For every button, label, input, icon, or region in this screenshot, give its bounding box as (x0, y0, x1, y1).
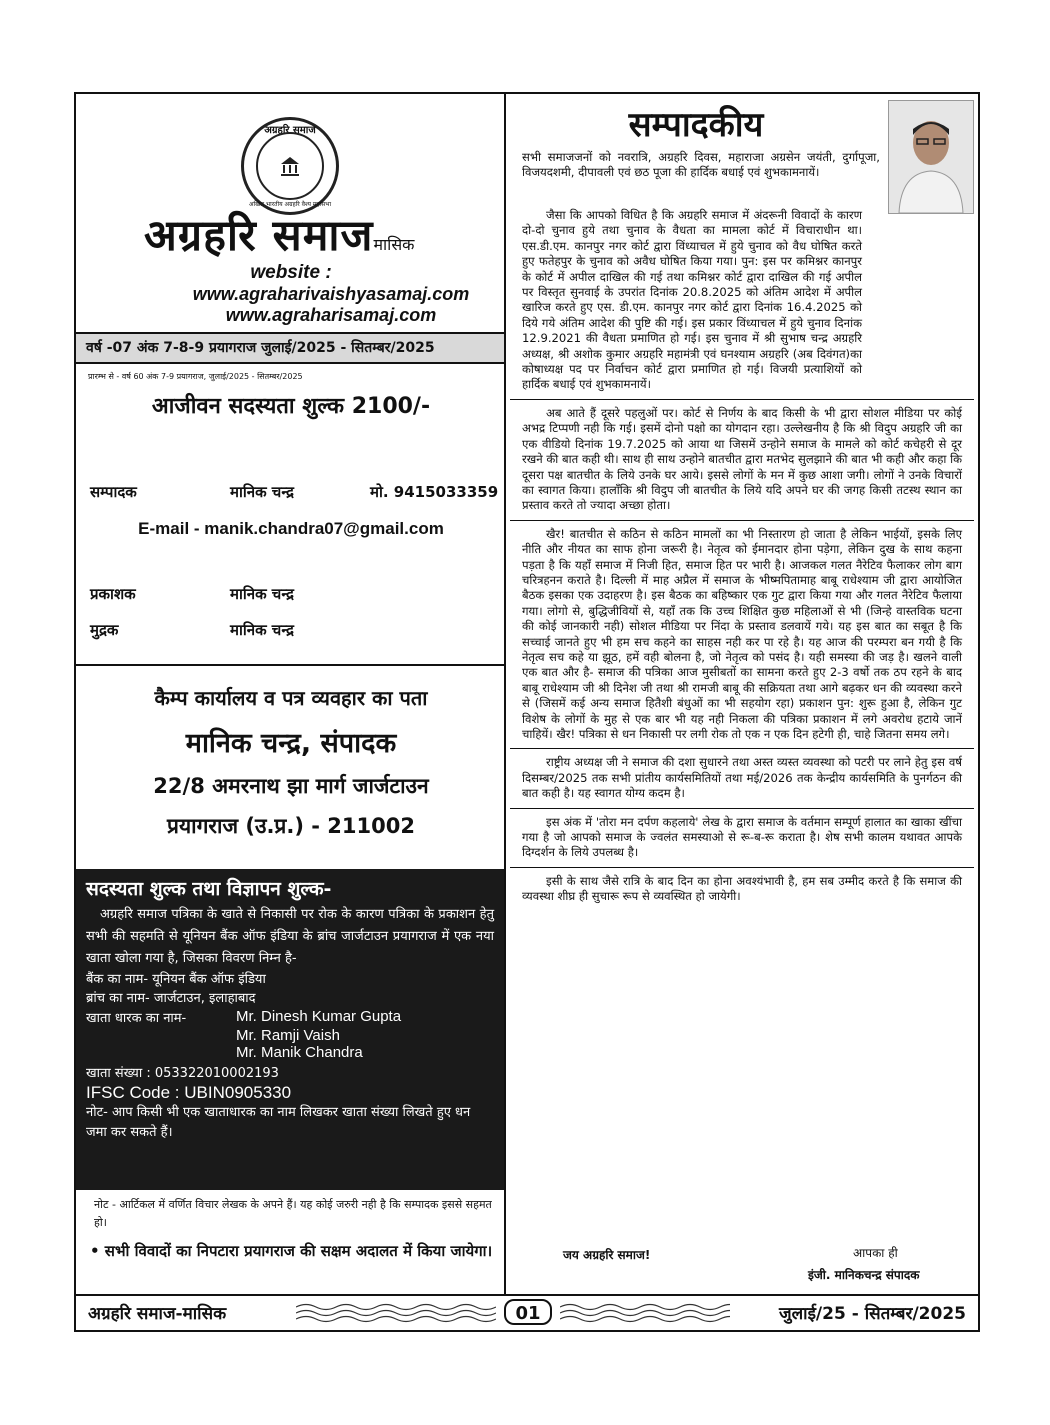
subscription-box (76, 869, 504, 1190)
editorial-title: सम्पादकीय (628, 105, 764, 145)
divider (510, 520, 974, 521)
page-footer (76, 1294, 978, 1330)
lifetime-fee: आजीवन सदस्यता शुल्क 2100/- (151, 394, 431, 419)
editor-name: मानिक चन्द्र (230, 483, 294, 501)
magazine-frequency: मासिक (373, 235, 415, 254)
editor-email[interactable]: E-mail - manik.chandra07@gmail.com (138, 519, 444, 538)
account-holders (86, 1008, 494, 1064)
editor-photo (888, 100, 974, 214)
holder-name: Mr. Ramji Vaish (236, 1027, 340, 1044)
publisher-name: मानिक चन्द्र (230, 585, 294, 603)
printer-row (90, 620, 294, 640)
paragraph: सभी समाजजनों को नवरात्रि, अग्रहरि दिवस, महाराजा अग्रसेन जयंती, दुर्गापूजा, विजयदशमी, दीपावली एवं छठ पूजा की हार्दिक बधाई एवं शुभकामनायें। (522, 150, 880, 180)
editor-label: सम्पादक (90, 483, 137, 501)
address-name: मानिक चन्द्र, संपादक (185, 728, 397, 759)
footer-magazine-name: अग्रहरि समाज-मासिक (88, 1304, 227, 1324)
divider (510, 808, 974, 809)
website-link-2[interactable]: www.agraharisamaj.com (225, 305, 437, 325)
paragraph: इसी के साथ जैसे रात्रि के बाद दिन का होना अवश्यंभावी है, हम सब उम्मीद करते है कि समाज की व्यवस्था शीघ्र ही सुचारू रूप से व्यवस्थित हो जायेगी। (522, 873, 962, 904)
since-line: प्रारम्भ से - वर्ष 60 अंक 7-9 प्रयागराज, जुलाई/2025 - सितम्बर/2025 (88, 372, 303, 381)
closing-slogan: जय अग्रहरि समाज! (563, 1248, 651, 1262)
jurisdiction-note: • सभी विवादों का निपटारा प्रयागराज की सक्षम अदालत में किया जायेगा। (90, 1242, 493, 1260)
divider (76, 664, 504, 666)
footer-issue-date: जुलाई/25 - सितम्बर/2025 (779, 1304, 966, 1324)
address-block (76, 684, 506, 840)
website-link-1[interactable]: www.agraharivaishyasamaj.com (192, 284, 470, 304)
editor-row (90, 482, 498, 502)
deposit-note: नोट- आप किसी भी एक खाताधारक का नाम लिखकर खाता संख्या लिखते हुए धन जमा कर सकते हैं। (86, 1105, 471, 1140)
page-number: 01 (504, 1299, 552, 1325)
publisher-label: प्रकाशक (90, 585, 136, 603)
holder-name: Mr. Manik Chandra (236, 1044, 363, 1061)
left-column (76, 94, 506, 1294)
wave-ornament-icon (296, 1302, 496, 1324)
disclaimer: नोट - आर्टिकल में वर्णित विचार लेखक के अपने हैं। यह कोई जरुरी नही है कि सम्पादक इससे सहमत हो। (94, 1198, 492, 1229)
paragraph: जैसा कि आपको विधित है कि अग्रहरि समाज में अंदरूनी विवादों के कारण दो-दो चुनाव हुये तथा चुनाव के वैधता का मामला कोर्ट में विचाराधीन था। एस.डी.एम. कानपुर नगर कोर्ट द्वारा विंध्याचल में हुये चुनाव को वैध घोषित करते हुए फतेहपुर के चुनाव को अवैध घोषित किया गया। पुन: इस पर कमिश्नर कानपुर के कोर्ट में अपील दाखिल की गई तथा कमिश्नर कोर्ट द्वारा दाखिल की गई अपील पर विस्तृत सुनवाई के उपरांत दिनांक 20.8.2025 को अंतिम आदेश में अपील खारिज करते हुए एस. डी.एम. कानपुर नगर कोर्ट द्वारा दिनांक 16.4.2025 को दिये गये अंतिम आदेश की पुष्टि की गई। इस प्रकार विंध्याचल में हुये चुनाव दिनांक 12.9.2021 की वैधता प्रमाणित हो गई। इस चुनाव में श्री सुभाष चन्द्र अग्रहरि अध्यक्ष, श्री अशोक कुमार अग्रहरि महामंत्री एवं घनश्याम अग्रहरि (अब दिवंगत)का कोषाध्यक्ष पद पर निर्वाचन कोर्ट द्वारा प्रमाणित हो गई। विजयी प्रत्याशियों को हार्दिक बधाई एवं शुभकामनायें। (522, 208, 862, 392)
magazine-title: अग्रहरि समाज (144, 211, 374, 261)
editorial-intro (522, 150, 880, 185)
seal-inner-ring (256, 132, 324, 200)
printer-label: मुद्रक (90, 621, 119, 639)
editorial-column (508, 94, 978, 1294)
paragraph: अब आते हैं दूसरे पहलुओं पर। कोर्ट से निर्णय के बाद किसी के भी द्वारा सोशल मीडिया पर कोई अभद्र टिप्पणी नही कि गई। इसमें दोनो पक्षो का योगदान रहा। उल्लेखनीय है कि श्री विदुप अग्रहरि जी का एक वीडियो दिनांक 19.7.2025 को आया था जिसमें उन्होने समाज के मामले को कोर्ट कचेहरी से दूर रखने की बात कही थी। साथ ही साथ उन्होने बातचीत द्वारा मतभेद सुलझाने की बात भी कही और कहा कि दूसरा पक्ष बातचीत के लिये उनके घर आये। इससे लोगों के मन में कुछ आशा जगी। लोगों ने उनके विचारों का स्वागत किया। हालाँकि श्री विदुप जी बातचीत के लिये यदि अपने घर की जगह किसी तटस्थ स्थान का प्रस्ताव करते तो ज्यादा अच्छा होता। (522, 405, 962, 513)
emblem-icon (278, 154, 302, 178)
society-seal (241, 117, 339, 215)
subscription-paragraph: अग्रहरि समाज पत्रिका के खाते से निकासी पर रोक के कारण पत्रिका के प्रकाशन हेतु सभी की सहमति से यूनियन बैंक ऑफ इंडिया के ब्रांच जार्जटाउन प्रयागराज में एक नया खाता खोला गया है, जिसका विवरण निम्न है- (86, 907, 494, 966)
editorial-body (522, 208, 962, 909)
wave-ornament-icon (560, 1302, 730, 1324)
issue-bar: वर्ष -07 अंक 7-8-9 प्रयागराज जुलाई/2025 - सितम्बर/2025 (76, 332, 504, 364)
closing-yours: आपका ही (853, 1246, 898, 1260)
holder-name: Mr. Dinesh Kumar Gupta (236, 1008, 402, 1025)
subscription-heading: सदस्यता शुल्क तथा विज्ञापन शुल्क- (86, 878, 332, 900)
paragraph: खैर! बातचीत से कठिन से कठिन मामलों का भी निस्तारण हो जाता है लेकिन भाईयों, इसके लिए नीति और नीयत का साफ होना जरूरी है। नेतृत्व को ईमानदार होना पड़ेगा, लेकिन दुख के साथ कहना पड़ता है कि यहाँ समाज में निजी हित, समाज हित पर भारी है। आजकल गलत नैरेटिव फैलाकर लोग बाग चरित्रहनन कराते है। दिल्ली में माह अप्रैल में समाज के भीष्मपितामाह बाबू राधेश्याम जी द्वारा आयोजित बैठक इसका एक उदाहरण है। इस बैठक का बहिष्कार एक गुट द्वारा किया गया और गलत नैरेटिव फैलाया गया। लोगो से, बुद्धिजीवियों से, यहाँ तक कि उच्च शिक्षित कुछ महिलाओं से भी (जिन्हे वास्तविक घटना की कोई जानकारी नही) सोशल मीडिया पर निंदा के प्रस्ताव डलवायें गये। यह इस बात का सबूत है कि सच्चाई जानते हुए भी हम सच कहने का साहस नही कर पा रहे है। यह आज की परम्परा बन गयी है कि नेतृत्व सच कहे या झूठ, हमें वही बोलना है, जो नेतृत्व को पसंद है। यही समस्या की जड़ है। खलने वाली एक बात और है- समाज की पत्रिका आज मुसीबतों का सामना करते हुए 2-3 वर्षो तक ठप रहने के बाद बाबू राधेश्याम जी श्री दिनेश जी तथा श्री रामजी बाबू की सक्रियता तथा आगे बढ़कर धन की व्यवस्था करने से (जिसमें कई अन्य समाज हितैशी बंधुओं का भी सहयोग रहा) प्रकाशन पुन: शुरू हुआ है, लेकिन गुट विशेष के लोगों के मुह से एक बार भी यह नही निकला की पत्रिका प्रकाशन में लगे अवरोध हटाये जानें चाहियें। खैर! पत्रिका से धन निकासी पर लगी रोक तो एक न एक दिन हटेगी ही, चाहे जितना समय लगे। (522, 526, 962, 741)
editor-mobile: मो. 9415033359 (370, 483, 499, 501)
ifsc-code: IFSC Code : UBIN0905330 (86, 1083, 292, 1102)
address-line-1: 22/8 अमरनाथ झा मार्ग जार्जटाउन (153, 774, 429, 798)
seal-top-text: अग्रहरि समाज (264, 125, 316, 136)
website-label: website : (250, 262, 332, 283)
bank-name: बैंक का नाम- यूनियन बैंक ऑफ इंडिया (86, 972, 266, 987)
paragraph: राष्ट्रीय अध्यक्ष जी ने समाज की दशा सुधारने तथा अस्त व्यस्त व्यवस्था को पटरी पर लाने हेतु इस वर्ष दिसम्बर/2025 तक सभी प्रांतीय कार्यसमितियों तथा मई/2026 तक केन्द्रीय कार्यसमिति के पुनर्गठन की बात कही है। यह स्वागत योग्य कदम है। (522, 755, 962, 801)
divider (510, 399, 974, 400)
seal-bottom-text: अखिल भारतीय अग्रहरि वैश्य महासभा (248, 201, 332, 208)
account-number: खाता संख्या : 053322010002193 (86, 1066, 279, 1081)
editor-signature: इंजी. मानिकचन्द्र संपादक (808, 1268, 920, 1282)
branch-name: ब्रांच का नाम- जार्जटाउन, इलाहाबाद (86, 991, 256, 1006)
paragraph: इस अंक में 'तोरा मन दर्पण कहलाये' लेख के द्वारा समाज के वर्तमान सम्पूर्ण हालात का खाका खींचा गया है जो आपको समाज के ज्वलंत समस्याओ से रू-ब-रू कराता है। शेष सभी कालम यथावत आपके दिग्दर्शन के लिये उपलब्ध है। (522, 814, 962, 860)
holder-label: खाता धारक का नाम- (86, 1011, 187, 1026)
publisher-row (90, 584, 294, 604)
divider (510, 867, 974, 868)
page-frame (74, 92, 980, 1332)
address-heading: कैम्प कार्यालय व पत्र व्यवहार का पता (154, 686, 428, 710)
printer-name: मानिक चन्द्र (230, 621, 294, 639)
masthead (144, 204, 504, 263)
editor-portrait-icon (889, 101, 973, 213)
address-line-2: प्रयागराज (उ.प्र.) - 211002 (167, 814, 415, 838)
divider (510, 748, 974, 749)
